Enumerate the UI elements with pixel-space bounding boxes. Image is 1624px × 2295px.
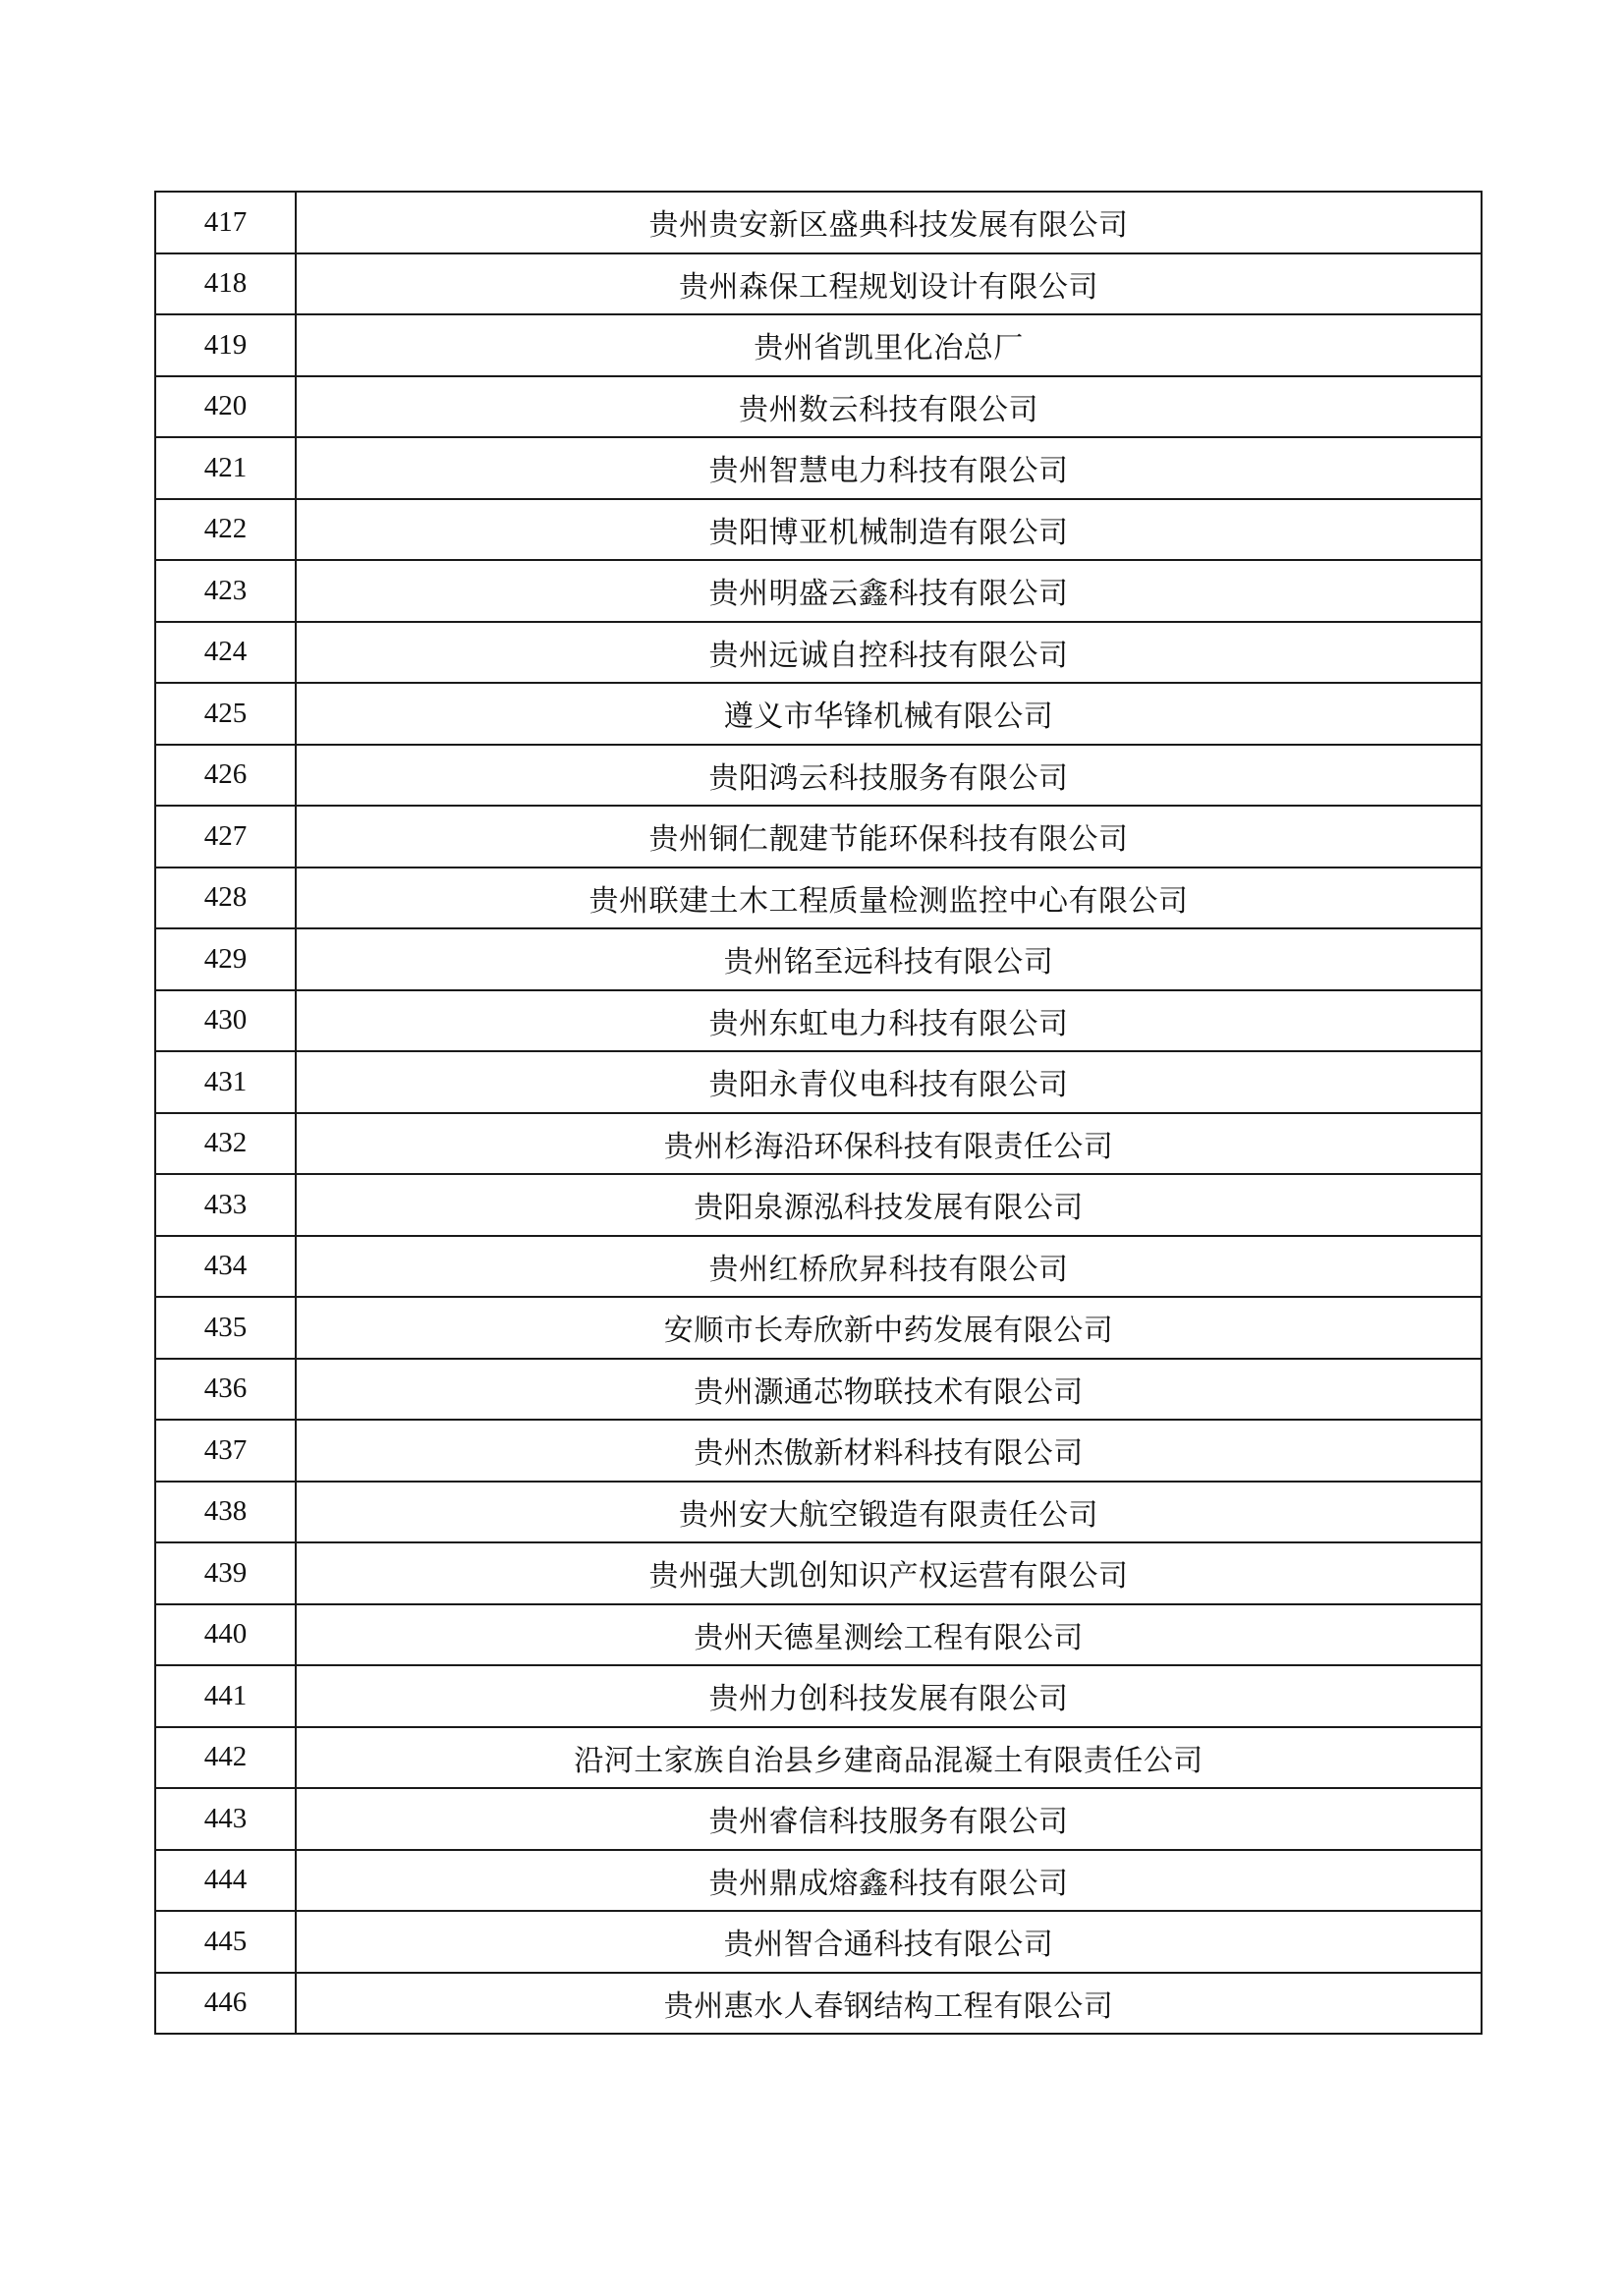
- company-name: 贵州睿信科技服务有限公司: [296, 1788, 1482, 1850]
- table-row: [155, 622, 1482, 684]
- company-name: 贵州明盛云鑫科技有限公司: [296, 560, 1482, 622]
- table-row: [155, 560, 1482, 622]
- company-name: 安顺市长寿欣新中药发展有限公司: [296, 1297, 1482, 1359]
- company-name: 贵州远诚自控科技有限公司: [296, 622, 1482, 684]
- row-number: 437: [155, 1420, 296, 1482]
- row-number: 438: [155, 1482, 296, 1543]
- table-row: [155, 1665, 1482, 1727]
- company-name: 贵州安大航空锻造有限责任公司: [296, 1482, 1482, 1543]
- table-row: [155, 1542, 1482, 1604]
- row-number: 426: [155, 745, 296, 807]
- row-number: 427: [155, 806, 296, 868]
- row-number: 423: [155, 560, 296, 622]
- company-name: 贵阳泉源泓科技发展有限公司: [296, 1174, 1482, 1236]
- company-name: 贵阳永青仪电科技有限公司: [296, 1051, 1482, 1113]
- company-name: 贵阳鸿云科技服务有限公司: [296, 745, 1482, 807]
- company-name: 贵州力创科技发展有限公司: [296, 1665, 1482, 1727]
- row-number: 434: [155, 1236, 296, 1298]
- row-number: 419: [155, 314, 296, 376]
- row-number: 432: [155, 1113, 296, 1175]
- company-list-body: [155, 192, 1482, 2034]
- table-row: [155, 683, 1482, 745]
- company-name: 贵州杰傲新材料科技有限公司: [296, 1420, 1482, 1482]
- table-row: [155, 314, 1482, 376]
- row-number: 429: [155, 928, 296, 990]
- company-name: 贵州数云科技有限公司: [296, 376, 1482, 438]
- table-row: [155, 990, 1482, 1052]
- row-number: 442: [155, 1727, 296, 1789]
- table-row: [155, 1420, 1482, 1482]
- table-row: [155, 1788, 1482, 1850]
- table-row: [155, 1297, 1482, 1359]
- row-number: 433: [155, 1174, 296, 1236]
- table-row: [155, 376, 1482, 438]
- company-name: 贵州智合通科技有限公司: [296, 1911, 1482, 1973]
- table-row: [155, 1850, 1482, 1912]
- row-number: 435: [155, 1297, 296, 1359]
- table-row: [155, 1113, 1482, 1175]
- row-number: 445: [155, 1911, 296, 1973]
- company-name: 贵州联建土木工程质量检测监控中心有限公司: [296, 868, 1482, 929]
- company-name: 贵州铭至远科技有限公司: [296, 928, 1482, 990]
- row-number: 424: [155, 622, 296, 684]
- row-number: 418: [155, 253, 296, 315]
- row-number: 417: [155, 192, 296, 253]
- table-row: [155, 1604, 1482, 1666]
- table-row: [155, 1911, 1482, 1973]
- company-name: 贵州强大凯创知识产权运营有限公司: [296, 1542, 1482, 1604]
- row-number: 443: [155, 1788, 296, 1850]
- row-number: 440: [155, 1604, 296, 1666]
- row-number: 446: [155, 1973, 296, 2035]
- company-name: 贵州红桥欣昇科技有限公司: [296, 1236, 1482, 1298]
- row-number: 430: [155, 990, 296, 1052]
- table-row: [155, 253, 1482, 315]
- company-name: 贵州省凯里化冶总厂: [296, 314, 1482, 376]
- table-row: [155, 806, 1482, 868]
- company-name: 遵义市华锋机械有限公司: [296, 683, 1482, 745]
- table-row: [155, 1482, 1482, 1543]
- company-name: 沿河土家族自治县乡建商品混凝土有限责任公司: [296, 1727, 1482, 1789]
- company-name: 贵州智慧电力科技有限公司: [296, 437, 1482, 499]
- row-number: 425: [155, 683, 296, 745]
- row-number: 441: [155, 1665, 296, 1727]
- company-name: 贵州灏通芯物联技术有限公司: [296, 1359, 1482, 1421]
- table-row: [155, 1174, 1482, 1236]
- table-row: [155, 745, 1482, 807]
- table-row: [155, 1973, 1482, 2035]
- table-row: [155, 437, 1482, 499]
- row-number: 439: [155, 1542, 296, 1604]
- company-name: 贵州贵安新区盛典科技发展有限公司: [296, 192, 1482, 253]
- table-row: [155, 1359, 1482, 1421]
- table-row: [155, 1727, 1482, 1789]
- row-number: 428: [155, 868, 296, 929]
- company-name: 贵州鼎成熔鑫科技有限公司: [296, 1850, 1482, 1912]
- table-row: [155, 928, 1482, 990]
- table-row: [155, 868, 1482, 929]
- company-name: 贵州杉海沿环保科技有限责任公司: [296, 1113, 1482, 1175]
- company-list-table: [154, 191, 1483, 2035]
- row-number: 422: [155, 499, 296, 561]
- row-number: 436: [155, 1359, 296, 1421]
- row-number: 421: [155, 437, 296, 499]
- company-name: 贵州惠水人春钢结构工程有限公司: [296, 1973, 1482, 2035]
- company-name: 贵阳博亚机械制造有限公司: [296, 499, 1482, 561]
- table-row: [155, 1051, 1482, 1113]
- table-row: [155, 1236, 1482, 1298]
- row-number: 444: [155, 1850, 296, 1912]
- table-row: [155, 499, 1482, 561]
- company-name: 贵州东虹电力科技有限公司: [296, 990, 1482, 1052]
- company-name: 贵州森保工程规划设计有限公司: [296, 253, 1482, 315]
- company-name: 贵州天德星测绘工程有限公司: [296, 1604, 1482, 1666]
- row-number: 420: [155, 376, 296, 438]
- company-name: 贵州铜仁靓建节能环保科技有限公司: [296, 806, 1482, 868]
- table-row: [155, 192, 1482, 253]
- row-number: 431: [155, 1051, 296, 1113]
